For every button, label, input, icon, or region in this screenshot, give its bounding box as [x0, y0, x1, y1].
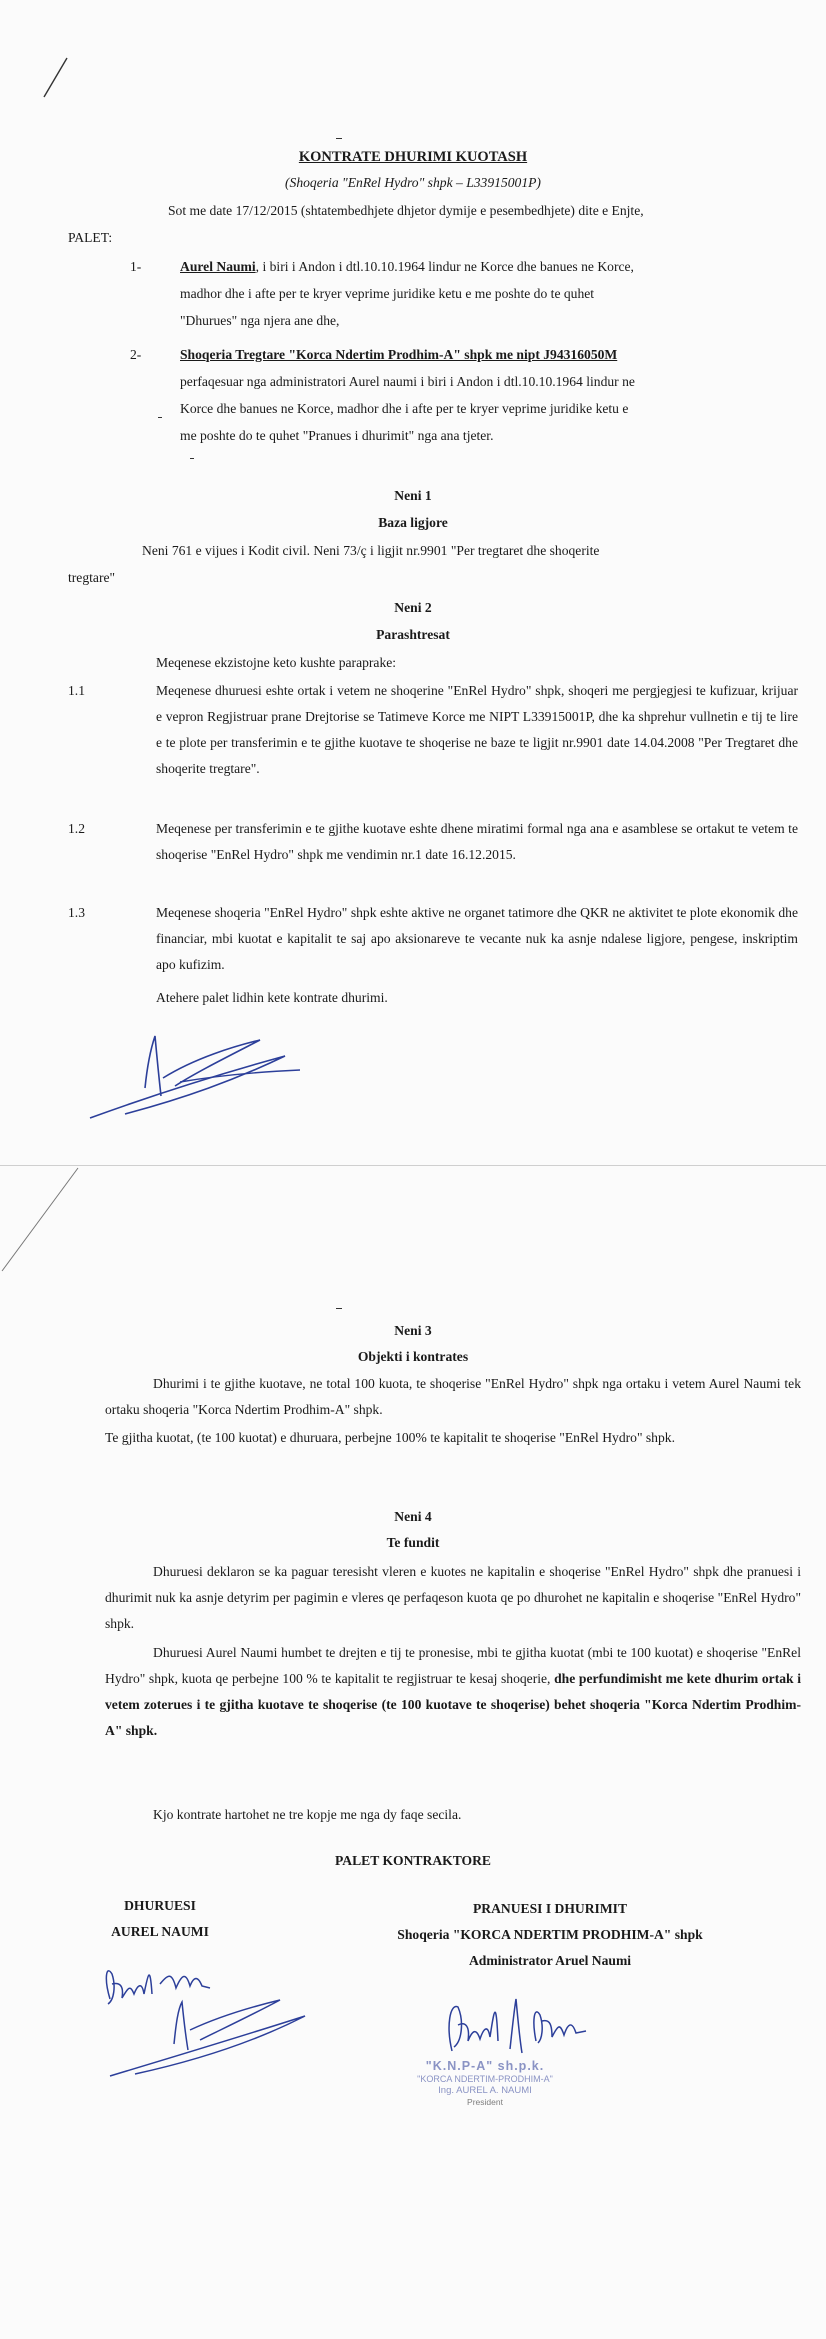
page-edge-line	[0, 1166, 90, 1276]
party-2-line-2: perfaqesuar nga administratori Aurel naumi i biri i Andon i dtl.10.10.1964 lindur ne	[180, 374, 635, 389]
neni-4-paragraph-2	[105, 1640, 801, 1744]
small-dash-mark	[336, 1308, 342, 1309]
neni-4-heading: Te fundit	[386, 1535, 440, 1550]
neni-3-number: Neni 3	[394, 1323, 432, 1338]
clause-1-3-text: Meqenese shoqeria "EnRel Hydro" shpk eshte aktive ne organet tatimore dhe QKR ne aktivitet te plote ekonomik dhe financiar, mbi kuotat e kapitalit te saj apo aksionareve te vecante nuk ka asnje ndalese ligjore, pengese, inskriptim apo kufizim.	[156, 905, 798, 972]
party-1-name: Aurel Naumi	[180, 259, 256, 274]
recipient-signature	[440, 1991, 620, 2061]
small-dash-mark	[190, 458, 194, 459]
date-line: Sot me date 17/12/2015 (shtatembedhjete dhjetor dymije e pesembedhjete) dite e Enjte,	[168, 203, 644, 218]
stamp-line-1: "K.N.P-A" sh.p.k.	[425, 2059, 545, 2073]
stamp-line-3: Ing. AUREL A. NAUMI	[438, 2085, 532, 2096]
clause-1-1-text: Meqenese dhuruesi eshte ortak i vetem ne shoqerine "EnRel Hydro" shpk, shoqeri me pergjegjesi te kufizuar, krijuar e vepron Regjistruar prane Drejtorise se Tatimeve Korce me NIPT L33915001P, dhe ka shprehur vullnetin e tij te lire e te plote per transferimin e te gjithe kuotave te shoqerise ne baze te ligjit nr.9901 date 14.04.2008 "Per Tregtaret dhe shoqerite tregtare".	[156, 683, 798, 776]
neni-1-heading: Baza ligjore	[378, 515, 448, 530]
small-dash-mark	[336, 138, 342, 139]
neni-4-paragraph-1: Dhuruesi deklaron se ka paguar teresisht vleren e kuotes ne kapitalin e shoqerise "EnRel Hydro" shpk dhe pranuesi i dhurimit nuk ka asnje detyrim per pagimin e vleres qe perfaqeson kuota qe po dhurohet ne kapitalin e shoqerise "EnRel Hydro" shpk.	[105, 1564, 801, 1631]
neni-2-closing: Atehere palet lidhin kete kontrate dhurimi.	[156, 990, 388, 1005]
neni-1-number: Neni 1	[394, 488, 432, 503]
donor-signature	[90, 1954, 320, 2084]
recipient-administrator: Administrator Aruel Naumi	[468, 1953, 632, 1968]
neni-1-line-2: tregtare"	[68, 570, 116, 585]
parties-label: PALET:	[68, 230, 113, 245]
recipient-company: Shoqeria "KORCA NDERTIM PRODHIM-A" shpk	[397, 1927, 703, 1942]
contracting-parties-heading: PALET KONTRAKTORE	[335, 1853, 491, 1868]
party-1-line-3: "Dhurues" nga njera ane dhe,	[180, 313, 340, 328]
contract-title: KONTRATE DHURIMI KUOTASH	[298, 149, 528, 165]
party-2-name: Shoqeria Tregtare "Korca Ndertim Prodhim-A" shpk me nipt J94316050M	[180, 347, 618, 362]
party-2-number: 2-	[130, 347, 142, 362]
party-1-line-1-text: , i biri i Andon i dtl.10.10.1964 lindur ne Korce dhe banues ne Korce,	[255, 259, 634, 274]
small-dash-mark	[158, 417, 162, 418]
contract-subtitle: (Shoqeria "EnRel Hydro" shpk – L33915001P)	[285, 175, 541, 190]
donor-role: DHURUESI	[124, 1898, 196, 1913]
signature-initials-page-1	[85, 1018, 315, 1128]
clause-1-2-text: Meqenese per transferimin e te gjithe kuotave eshte dhene miratimi formal nga ana e asamblese se ortakut te vetem te shoqerise "EnRel Hydro" shpk me vendimin nr.1 date 16.12.2015.	[156, 821, 798, 862]
donor-name: AUREL NAUMI	[111, 1924, 209, 1939]
stamp-line-4: President	[467, 2097, 503, 2107]
stamp-line-2: "KORCA NDERTIM-PRODHIM-A"	[417, 2074, 553, 2084]
neni-4-paragraph-3: Kjo kontrate hartohet ne tre kopje me nga dy faqe secila.	[153, 1807, 462, 1822]
neni-4-paragraph-2-text: Dhuruesi Aurel Naumi humbet te drejten e tij te pronesise, mbi te gjitha kuotat (mbi te 100 kuotat) e shoqerise "EnRel Hydro" shpk, kuota qe perbejne 100 % te kapitalit te regjistruar te kesaj shoqerie,	[105, 1645, 801, 1686]
party-1-line-1	[180, 254, 800, 280]
clause-1-2-number: 1.2	[68, 821, 85, 836]
neni-2-intro: Meqenese ekzistojne keto kushte paraprake:	[156, 655, 397, 670]
neni-3-paragraph-1: Dhurimi i te gjithe kuotave, ne total 100 kuota, te shoqerise "EnRel Hydro" shpk nga ortaku i vetem Aurel Naumi tek ortaku shoqeria "Korca Ndertim Prodhim-A" shpk.	[105, 1376, 801, 1417]
recipient-role: PRANUESI I DHURIMIT	[472, 1901, 628, 1916]
neni-3-heading: Objekti i kontrates	[357, 1349, 469, 1364]
party-2-line-4: me poshte do te quhet "Pranues i dhurimit" nga ana tjeter.	[180, 428, 494, 443]
neni-2-number: Neni 2	[394, 600, 432, 615]
party-1-line-2: madhor dhe i afte per te kryer veprime juridike ketu e me poshte do te quhet	[180, 286, 595, 301]
neni-2-heading: Parashtresat	[376, 627, 450, 642]
neni-4-paragraph-2-bold: dhe perfundimisht me kete dhurim ortak i vetem zoterues i te gjitha kuotave te shoqerise (te 100 kuotave te shoqerise) behet shoqeria "Korca Ndertim Prodhim-A" shpk.	[105, 1671, 801, 1738]
company-stamp	[395, 2059, 575, 2108]
party-2-line-3: Korce dhe banues ne Korce, madhor dhe i afte per te kryer veprime juridike ketu e	[180, 401, 629, 416]
contract-page-1	[0, 0, 826, 1165]
neni-3-paragraph-2: Te gjitha kuotat, (te 100 kuotat) e dhuruara, perbejne 100% te kapitalit te shoqerise "EnRel Hydro" shpk.	[105, 1430, 675, 1445]
clause-1-1-number: 1.1	[68, 683, 85, 698]
pen-stroke-mark	[40, 55, 70, 100]
clause-1-3-number: 1.3	[68, 905, 85, 920]
neni-4-number: Neni 4	[394, 1509, 432, 1524]
party-1-number: 1-	[130, 259, 142, 274]
neni-1-line-1: Neni 761 e vijues i Kodit civil. Neni 73/ç i ligjit nr.9901 "Per tregtaret dhe shoqerite	[142, 543, 600, 558]
contract-page-2	[0, 1165, 826, 2339]
